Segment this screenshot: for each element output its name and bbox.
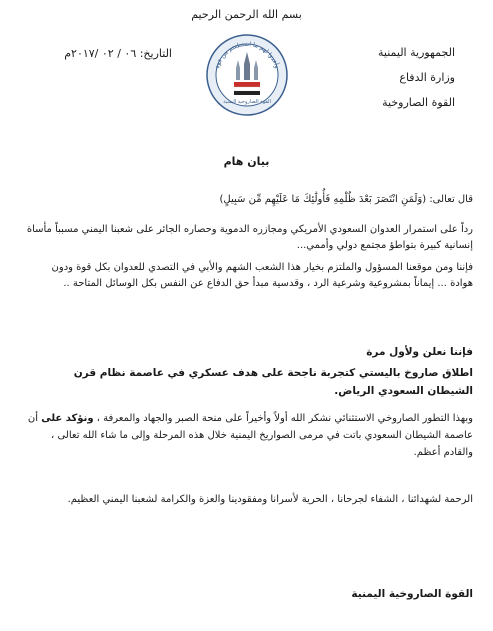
document-title: بيان هام (223, 155, 270, 168)
date-line: التاريخ: ٠٦ / ٠٢ /٢٠١٧م (64, 47, 172, 60)
thanks-paragraph (26, 410, 473, 461)
announcement-heading: فإننا نعلن ولأول مرة (366, 346, 473, 358)
closing-paragraph: الرحمة لشهدائنا ، الشفاء لجرحانا ، الحرية لأسرانا ومفقودينا والعزة والكرامة لشعبنا اليمني العظيم. (67, 494, 473, 505)
response-paragraph: رداً على استمرار العدوان السعودي الأمريكي ومجازره الدموية وحصاره الجائر على شعبنا اليمني مسبباً مأساة إنسانية كبيرة بتواطؤ مجتمع دولي وأممي... (26, 224, 473, 251)
force-line: القوة الصاروخية (382, 96, 455, 109)
announcement-text: اطلاق صاروخ باليستي كتجربة ناجحة على هدف عسكري في عاصمة نظام قرن الشيطان السعودي الرياض. (73, 367, 473, 397)
quran-verse-paragraph: قال تعالى: (وَلَمَنِ انْتَصَرَ بَعْدَ ظُلْمِهِ فَأُولَٰئِكَ مَا عَلَيْهِم مِّن سَبِيلٍ) (219, 194, 473, 205)
logo-ring-text: وأعدوا لهم ما استطعتم من قوة (213, 40, 281, 70)
signature: القوة الصاروخية اليمنية (351, 588, 473, 600)
letterhead-block (305, 40, 455, 115)
emphasis-text: ونؤكد على (41, 413, 94, 424)
position-paragraph: فإننا ومن موقعنا المسؤول والملتزم بخيار هذا الشعب الشهم والأبي في التصدي للعدوان بكل قوة ودون هوادة ... إيماناً بمشروعية وشرعية الرد ، وقدسية مبدأ حق الدفاع عن النفس بكل الوسائل المتاحة .. (51, 262, 473, 289)
logo-caption: القوة الصاروخية اليمنية (223, 99, 271, 105)
ministry-line: وزارة الدفاع (399, 71, 455, 84)
thanks-text-end: أن عاصمة الشيطان السعودي باتت في مرمى الصواريخ اليمنية خلال هذه المرحلة وإلى ما شاء الله تعالى ، والقادم أعظم. (27, 413, 473, 458)
basmala: بسم الله الرحمن الرحيم (191, 8, 302, 21)
country-line: الجمهورية اليمنية (377, 46, 455, 59)
missile-force-logo (206, 34, 288, 116)
thanks-text: وبهذا التطور الصاروخي الاستثنائي نشكر الله أولاً وأخيراً على منحة الصبر والجهاد والمعرفة ، (96, 413, 473, 424)
